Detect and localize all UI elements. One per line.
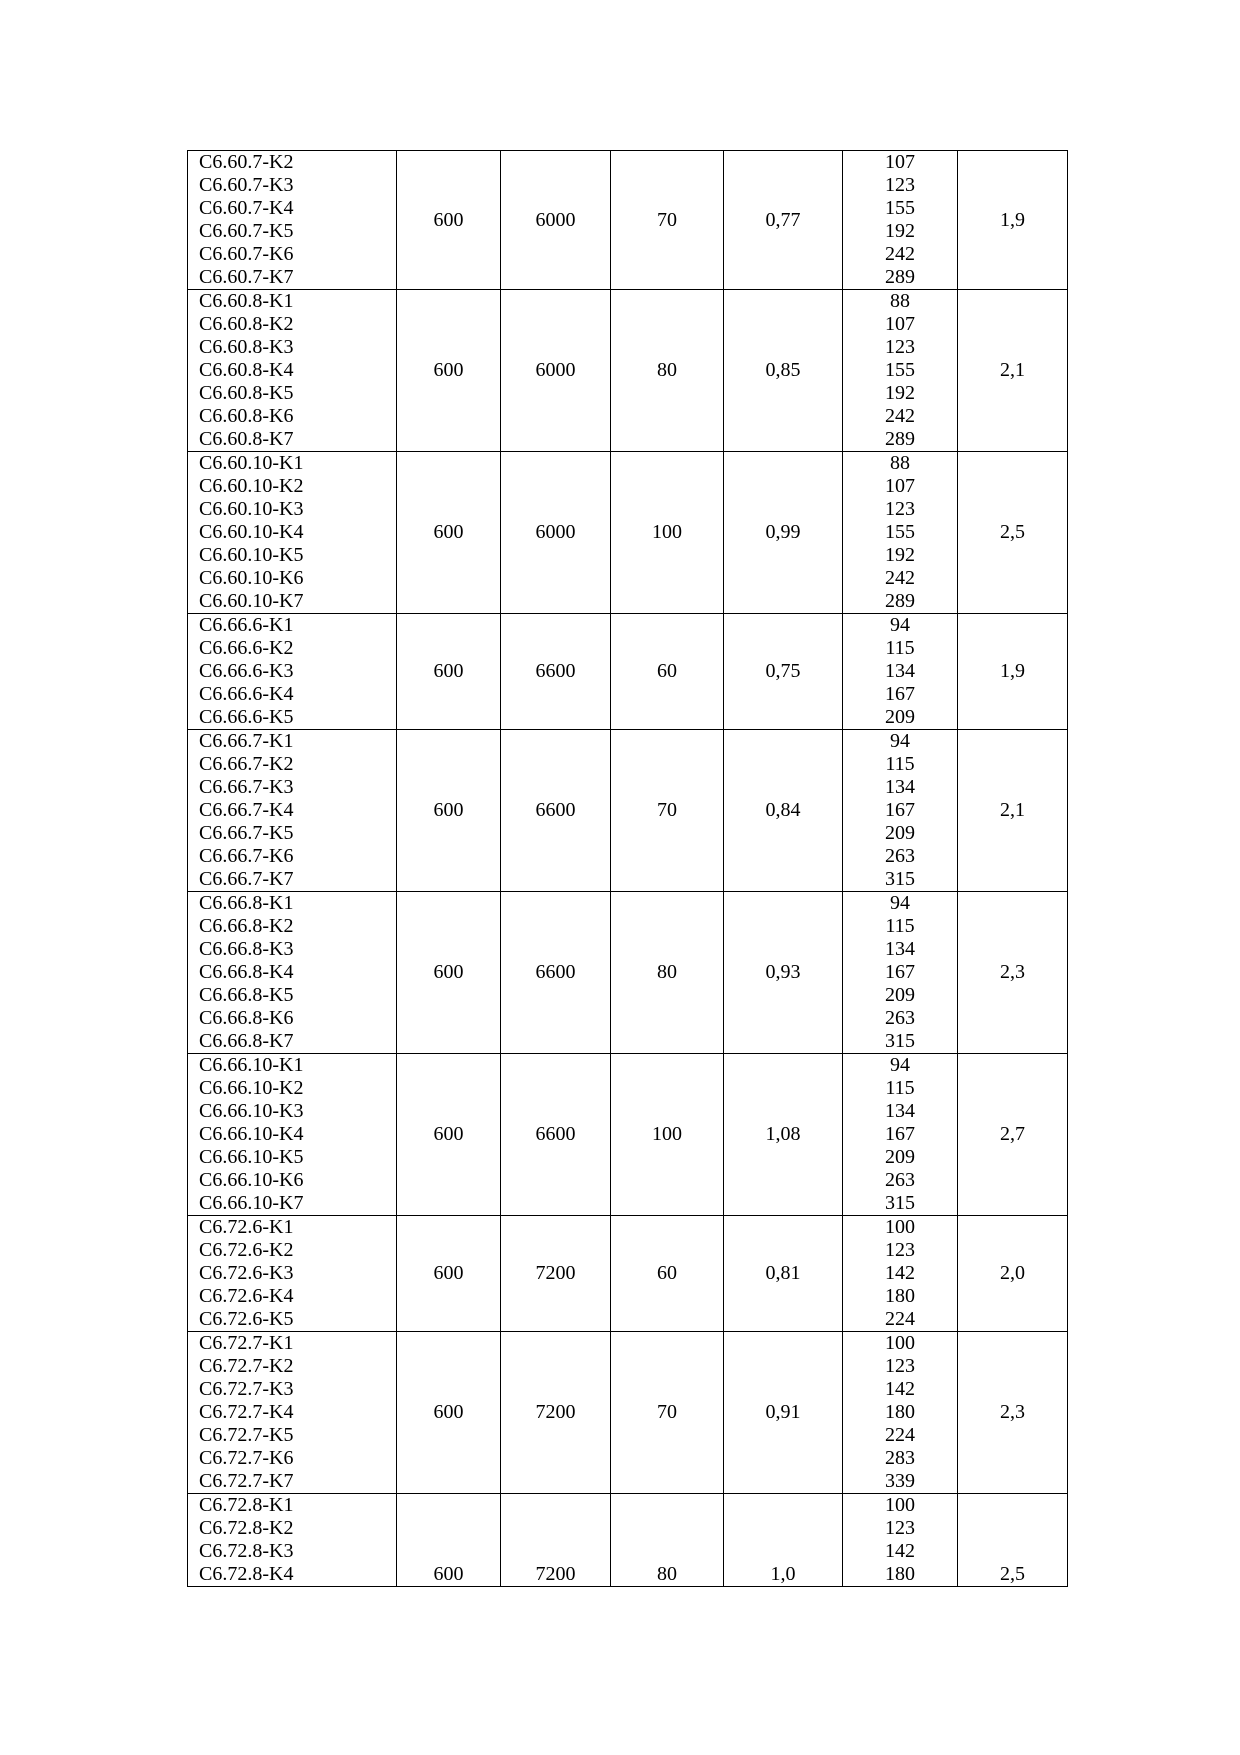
thickness-value: 80 [657, 359, 677, 381]
product-codes-cell [188, 1216, 397, 1332]
loads-cell [843, 1054, 958, 1216]
mass-cell [958, 452, 1068, 614]
length-cell [501, 290, 611, 452]
product-code: C6.66.10-K3 [199, 1100, 304, 1122]
load-value: 107 [885, 313, 915, 335]
loads-cell [843, 290, 958, 452]
load-value: 242 [885, 405, 915, 427]
width-value: 600 [433, 660, 464, 682]
loads-cell [843, 1332, 958, 1494]
load-value: 100 [885, 1216, 915, 1238]
loads-cell [843, 1494, 958, 1587]
load-value: 142 [885, 1540, 915, 1562]
spec-table [187, 150, 1068, 1587]
thickness-value: 80 [657, 1563, 677, 1585]
length-value: 6600 [535, 660, 576, 682]
mass-value: 2,1 [1000, 359, 1025, 381]
loads-cell [843, 1216, 958, 1332]
volume-cell [724, 1494, 843, 1587]
thickness-value: 70 [657, 799, 677, 821]
product-code: C6.72.7-K5 [199, 1424, 294, 1446]
width-cell [397, 1332, 501, 1494]
thickness-cell [611, 614, 724, 730]
load-value: 289 [885, 266, 915, 288]
volume-value: 1,08 [765, 1123, 801, 1145]
load-value: 123 [885, 1355, 915, 1377]
mass-cell [958, 1216, 1068, 1332]
load-value: 242 [885, 567, 915, 589]
load-value: 94 [890, 892, 910, 914]
volume-value: 0,91 [765, 1401, 801, 1423]
table-row [188, 1216, 1068, 1332]
product-codes-cell [188, 452, 397, 614]
load-value: 167 [885, 799, 915, 821]
mass-value: 1,9 [1000, 208, 1025, 231]
load-value: 94 [890, 730, 910, 752]
volume-value: 0,84 [765, 799, 801, 821]
load-value: 123 [885, 174, 915, 196]
product-code: C6.66.10-K1 [199, 1054, 304, 1076]
product-codes-cell [188, 290, 397, 452]
width-value: 600 [433, 521, 464, 543]
product-code: C6.66.7-K7 [199, 868, 294, 890]
product-code: C6.72.6-K5 [199, 1308, 294, 1330]
mass-cell [958, 892, 1068, 1054]
product-code: C6.66.8-K3 [199, 938, 294, 960]
product-code: C6.60.8-K3 [199, 336, 294, 358]
table-row [188, 730, 1068, 892]
mass-cell [958, 730, 1068, 892]
mass-cell [958, 290, 1068, 452]
width-value: 600 [433, 208, 464, 231]
product-code: C6.60.8-K2 [199, 313, 294, 335]
thickness-cell [611, 1054, 724, 1216]
mass-value: 2,3 [1000, 961, 1025, 983]
product-code: C6.60.8-K7 [199, 428, 294, 450]
load-value: 209 [885, 822, 915, 844]
volume-cell [724, 730, 843, 892]
load-value: 100 [885, 1494, 915, 1516]
load-value: 339 [885, 1470, 915, 1492]
load-value: 134 [885, 776, 915, 798]
product-code: C6.72.7-K1 [199, 1332, 294, 1354]
thickness-value: 70 [657, 208, 677, 231]
load-value: 94 [890, 614, 910, 636]
load-value: 180 [885, 1401, 915, 1423]
spec-table-body [188, 151, 1068, 1587]
product-codes-cell [188, 1494, 397, 1587]
load-value: 289 [885, 590, 915, 612]
mass-value: 1,9 [1000, 660, 1025, 682]
spec-table-container [187, 150, 1067, 1587]
load-value: 115 [885, 1077, 915, 1099]
product-code: C6.72.8-K2 [199, 1517, 294, 1539]
load-value: 155 [885, 359, 915, 381]
product-code: C6.66.7-K2 [199, 753, 294, 775]
product-code: C6.60.7-K5 [199, 220, 294, 242]
table-row [188, 290, 1068, 452]
load-value: 142 [885, 1378, 915, 1400]
width-value: 600 [433, 961, 464, 983]
load-value: 107 [885, 475, 915, 497]
product-code: C6.60.8-K5 [199, 382, 294, 404]
product-code: C6.66.10-K7 [199, 1192, 304, 1214]
loads-cell [843, 730, 958, 892]
width-cell [397, 151, 501, 290]
thickness-value: 100 [652, 521, 682, 543]
loads-cell [843, 151, 958, 290]
product-code: C6.66.7-K5 [199, 822, 294, 844]
mass-value: 2,5 [1000, 521, 1025, 543]
load-value: 123 [885, 1239, 915, 1261]
length-cell [501, 452, 611, 614]
load-value: 180 [885, 1563, 915, 1585]
load-value: 263 [885, 845, 915, 867]
length-value: 6000 [535, 359, 576, 381]
product-code: C6.60.8-K1 [199, 290, 294, 312]
product-code: C6.60.8-K6 [199, 405, 294, 427]
product-code: C6.60.10-K5 [199, 544, 304, 566]
volume-cell [724, 151, 843, 290]
product-code: C6.66.6-K5 [199, 706, 294, 728]
mass-cell [958, 151, 1068, 290]
load-value: 315 [885, 1030, 915, 1052]
load-value: 88 [890, 452, 910, 474]
mass-value: 2,0 [1000, 1262, 1025, 1284]
load-value: 209 [885, 984, 915, 1006]
width-value: 600 [433, 359, 464, 381]
product-code: C6.66.10-K6 [199, 1169, 304, 1191]
product-code: C6.60.7-K2 [199, 151, 294, 173]
load-value: 315 [885, 868, 915, 890]
product-code: C6.66.8-K4 [199, 961, 294, 983]
thickness-cell [611, 1494, 724, 1587]
width-value: 600 [433, 1262, 464, 1284]
load-value: 263 [885, 1007, 915, 1029]
table-row [188, 614, 1068, 730]
volume-value: 0,75 [765, 660, 801, 682]
thickness-value: 80 [657, 961, 677, 983]
table-row [188, 1054, 1068, 1216]
load-value: 289 [885, 428, 915, 450]
width-cell [397, 730, 501, 892]
volume-value: 0,99 [765, 521, 801, 543]
load-value: 209 [885, 706, 915, 728]
thickness-cell [611, 452, 724, 614]
product-code: C6.60.10-K4 [199, 521, 304, 543]
load-value: 192 [885, 382, 915, 404]
length-cell [501, 1332, 611, 1494]
product-code: C6.72.8-K3 [199, 1540, 294, 1562]
thickness-cell [611, 1332, 724, 1494]
table-row [188, 892, 1068, 1054]
width-cell [397, 452, 501, 614]
length-cell [501, 1054, 611, 1216]
product-code: C6.66.7-K6 [199, 845, 294, 867]
width-cell [397, 892, 501, 1054]
product-codes-cell [188, 730, 397, 892]
length-value: 6600 [535, 1123, 576, 1145]
mass-value: 2,1 [1000, 799, 1025, 821]
load-value: 192 [885, 544, 915, 566]
load-value: 224 [885, 1424, 915, 1446]
length-value: 6600 [535, 961, 576, 983]
product-code: C6.66.7-K1 [199, 730, 294, 752]
table-row [188, 1494, 1068, 1587]
product-code: C6.72.8-K4 [199, 1563, 294, 1585]
product-code: C6.72.6-K3 [199, 1262, 294, 1284]
loads-cell [843, 892, 958, 1054]
loads-cell [843, 614, 958, 730]
load-value: 142 [885, 1262, 915, 1284]
product-code: C6.72.7-K6 [199, 1447, 294, 1469]
product-code: C6.60.7-K7 [199, 266, 294, 288]
volume-value: 0,77 [765, 208, 801, 231]
load-value: 167 [885, 683, 915, 705]
product-code: C6.72.7-K4 [199, 1401, 294, 1423]
product-codes-cell [188, 892, 397, 1054]
product-code: C6.66.6-K4 [199, 683, 294, 705]
thickness-value: 70 [657, 1401, 677, 1423]
length-cell [501, 730, 611, 892]
volume-cell [724, 1332, 843, 1494]
product-code: C6.66.8-K6 [199, 1007, 294, 1029]
product-codes-cell [188, 1054, 397, 1216]
length-cell [501, 892, 611, 1054]
mass-cell [958, 614, 1068, 730]
thickness-cell [611, 151, 724, 290]
load-value: 115 [885, 915, 915, 937]
product-code: C6.66.8-K7 [199, 1030, 294, 1052]
width-cell [397, 290, 501, 452]
volume-cell [724, 452, 843, 614]
mass-cell [958, 1494, 1068, 1587]
product-code: C6.60.10-K2 [199, 475, 304, 497]
length-value: 7200 [535, 1401, 576, 1423]
product-code: C6.60.10-K3 [199, 498, 304, 520]
volume-cell [724, 290, 843, 452]
mass-value: 2,3 [1000, 1401, 1025, 1423]
product-code: C6.60.10-K7 [199, 590, 304, 612]
load-value: 115 [885, 637, 915, 659]
loads-cell [843, 452, 958, 614]
product-codes-cell [188, 151, 397, 290]
product-code: C6.60.7-K3 [199, 174, 294, 196]
load-value: 115 [885, 753, 915, 775]
load-value: 155 [885, 197, 915, 219]
product-code: C6.72.8-K1 [199, 1494, 294, 1516]
volume-cell [724, 1216, 843, 1332]
length-value: 6000 [535, 521, 576, 543]
load-value: 192 [885, 220, 915, 242]
product-code: C6.66.6-K2 [199, 637, 294, 659]
thickness-value: 60 [657, 660, 677, 682]
load-value: 242 [885, 243, 915, 265]
product-code: C6.66.10-K4 [199, 1123, 304, 1145]
product-code: C6.72.7-K3 [199, 1378, 294, 1400]
width-value: 600 [433, 799, 464, 821]
product-code: C6.60.7-K6 [199, 243, 294, 265]
width-cell [397, 1494, 501, 1587]
thickness-value: 60 [657, 1262, 677, 1284]
product-code: C6.60.10-K1 [199, 452, 304, 474]
load-value: 107 [885, 151, 915, 173]
product-code: C6.72.6-K2 [199, 1239, 294, 1261]
width-value: 600 [433, 1563, 464, 1585]
load-value: 94 [890, 1054, 910, 1076]
product-codes-cell [188, 614, 397, 730]
load-value: 134 [885, 660, 915, 682]
load-value: 88 [890, 290, 910, 312]
table-row [188, 1332, 1068, 1494]
thickness-cell [611, 892, 724, 1054]
width-cell [397, 1216, 501, 1332]
load-value: 283 [885, 1447, 915, 1469]
table-row [188, 452, 1068, 614]
load-value: 123 [885, 498, 915, 520]
volume-value: 0,93 [765, 961, 801, 983]
load-value: 167 [885, 1123, 915, 1145]
volume-value: 1,0 [770, 1563, 796, 1585]
length-cell [501, 1216, 611, 1332]
length-cell [501, 614, 611, 730]
length-cell [501, 1494, 611, 1587]
product-code: C6.72.6-K4 [199, 1285, 294, 1307]
volume-value: 0,85 [765, 359, 801, 381]
load-value: 134 [885, 1100, 915, 1122]
mass-value: 2,7 [1000, 1123, 1025, 1145]
length-value: 7200 [535, 1262, 576, 1284]
width-value: 600 [433, 1401, 464, 1423]
product-code: C6.66.8-K5 [199, 984, 294, 1006]
table-row [188, 151, 1068, 290]
length-value: 6000 [535, 208, 576, 231]
load-value: 167 [885, 961, 915, 983]
thickness-cell [611, 730, 724, 892]
load-value: 155 [885, 521, 915, 543]
mass-cell [958, 1332, 1068, 1494]
load-value: 263 [885, 1169, 915, 1191]
product-code: C6.66.7-K4 [199, 799, 294, 821]
volume-value: 0,81 [765, 1262, 801, 1284]
product-code: C6.66.10-K5 [199, 1146, 304, 1168]
load-value: 315 [885, 1192, 915, 1214]
product-code: C6.60.10-K6 [199, 567, 304, 589]
load-value: 224 [885, 1308, 915, 1330]
product-code: C6.66.7-K3 [199, 776, 294, 798]
width-cell [397, 614, 501, 730]
thickness-cell [611, 1216, 724, 1332]
product-code: C6.66.8-K1 [199, 892, 294, 914]
product-code: C6.72.6-K1 [199, 1216, 294, 1238]
volume-cell [724, 614, 843, 730]
product-code: C6.66.8-K2 [199, 915, 294, 937]
product-code: C6.60.7-K4 [199, 197, 294, 219]
width-value: 600 [433, 1123, 464, 1145]
volume-cell [724, 892, 843, 1054]
length-value: 6600 [535, 799, 576, 821]
product-code: C6.60.8-K4 [199, 359, 294, 381]
width-cell [397, 1054, 501, 1216]
volume-cell [724, 1054, 843, 1216]
product-code: C6.66.10-K2 [199, 1077, 304, 1099]
length-value: 7200 [535, 1563, 576, 1585]
load-value: 100 [885, 1332, 915, 1354]
load-value: 180 [885, 1285, 915, 1307]
length-cell [501, 151, 611, 290]
load-value: 123 [885, 1517, 915, 1539]
product-code: C6.66.6-K3 [199, 660, 294, 682]
thickness-value: 100 [652, 1123, 682, 1145]
product-code: C6.72.7-K2 [199, 1355, 294, 1377]
thickness-cell [611, 290, 724, 452]
product-code: C6.66.6-K1 [199, 614, 294, 636]
load-value: 134 [885, 938, 915, 960]
product-codes-cell [188, 1332, 397, 1494]
product-code: C6.72.7-K7 [199, 1470, 294, 1492]
mass-cell [958, 1054, 1068, 1216]
mass-value: 2,5 [1000, 1563, 1025, 1585]
load-value: 209 [885, 1146, 915, 1168]
load-value: 123 [885, 336, 915, 358]
